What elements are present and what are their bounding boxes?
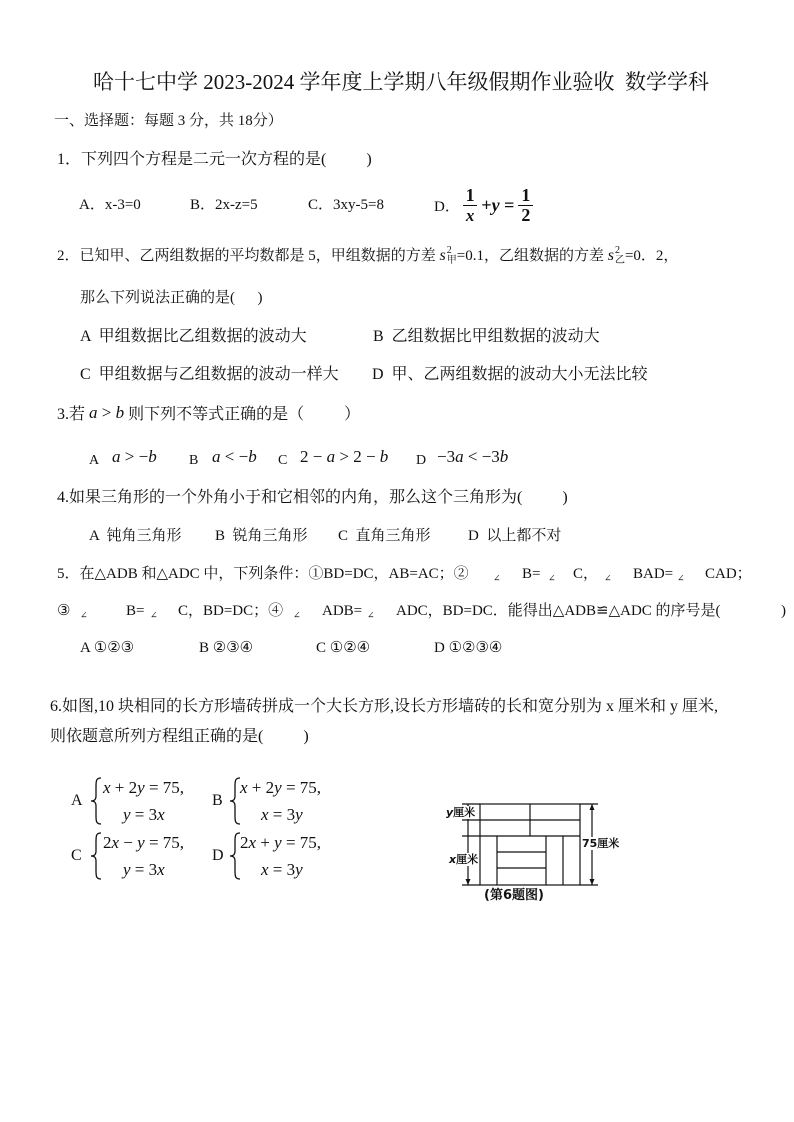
question-1-stem: 1．下列四个方程是二元一次方程的是( ) <box>57 151 372 168</box>
stem-text: 3.若 <box>57 406 90 423</box>
superscript: 2 <box>614 245 620 256</box>
equation-middle: +y = <box>481 194 515 215</box>
angle-symbol: ∠ <box>293 610 301 620</box>
angle-symbol: ∠ <box>150 610 158 620</box>
question-5-stem-line-1: 5．在△ADB 和△ADC 中，下列条件：①BD=DC，AB=AC；② <box>57 566 469 582</box>
question-3-option-c-expr: 2 − a > 2 − b <box>300 447 389 466</box>
question-6-stem-line-2: 则依题意所列方程组正确的是( ) <box>50 728 309 745</box>
question-3-option-d-label: D <box>416 453 427 468</box>
question-1-option-b: B．2x-z=5 <box>190 197 258 213</box>
question-5-stem-line-2: ③ <box>57 603 71 619</box>
system-d-label: D <box>212 847 224 864</box>
fraction-denominator: 2 <box>518 205 533 225</box>
stem-fragment: BAD= <box>633 566 674 582</box>
figure-height-label: 75厘米 <box>582 837 620 850</box>
figure-caption: (第6题图) <box>484 888 544 903</box>
system-b-equation-1: x + 2y = 75, <box>240 778 322 797</box>
system-c-equation-1: 2x − y = 75, <box>103 833 185 852</box>
system-b-equation-2: x = 3y <box>261 805 303 824</box>
question-4-option-b: B 锐角三角形 <box>215 528 308 544</box>
fraction-denominator: x <box>463 205 478 225</box>
stem-text: =0．2， <box>624 248 679 264</box>
system-c-label: C <box>71 847 82 864</box>
question-5-option-a: A ①②③ <box>80 640 135 656</box>
stem-text: 则下列不等式正确的是（ ） <box>124 406 361 423</box>
variance-scripts <box>615 246 625 266</box>
question-2-stem-line-1 <box>57 246 678 266</box>
question-6-stem-line-1: 6.如图,10 块相同的长方形墙砖拼成一个大长方形,设长方形墙砖的长和宽分别为 x 厘米和 y 厘米, <box>50 698 719 715</box>
question-4-option-c: C 直角三角形 <box>338 528 431 544</box>
fraction-numerator: 1 <box>465 184 475 205</box>
variance-symbol-jia <box>440 246 457 266</box>
question-2-option-a: A 甲组数据比乙组数据的波动大 <box>80 328 307 345</box>
angle-symbol: ∠ <box>677 573 685 583</box>
system-d-equation-1: 2x + y = 75, <box>240 833 322 852</box>
stem-fragment: C，BD=DC；④ <box>178 603 284 619</box>
question-2-option-c: C 甲组数据与乙组数据的波动一样大 <box>80 366 339 383</box>
question-3-option-a-label: A <box>89 453 100 468</box>
stem-fragment: B= <box>522 566 541 582</box>
stem-fragment: ADB= <box>322 603 363 619</box>
question-5-option-b: B ②③④ <box>199 640 254 656</box>
variance-letter: s <box>439 247 446 264</box>
question-5-option-c: C ①②④ <box>316 640 371 656</box>
section-heading: 一、选择题：每题 3 分，共 18分） <box>54 113 283 129</box>
question-4-stem: 4.如果三角形的一个外角小于和它相邻的内角，那么这个三角形为( ) <box>57 489 568 506</box>
angle-symbol: ∠ <box>493 573 501 583</box>
stem-fragment: B= <box>126 603 145 619</box>
subscript: 乙 <box>614 255 625 266</box>
arrow-down-icon <box>466 879 471 885</box>
angle-symbol: ∠ <box>548 573 556 583</box>
question-2-stem-line-2: 那么下列说法正确的是( ) <box>80 290 263 306</box>
stem-fragment: CAD； <box>705 566 752 582</box>
question-1-option-d <box>434 183 533 227</box>
subscript: 甲 <box>446 255 457 266</box>
question-2-option-b: B 乙组数据比甲组数据的波动大 <box>373 328 600 345</box>
system-d-equation-2: x = 3y <box>261 860 303 879</box>
system-a-equation-1: x + 2y = 75, <box>103 778 185 797</box>
fraction-one-over-x <box>463 186 478 225</box>
arrow-down-icon <box>590 879 595 885</box>
question-3-option-b-expr: a < −b <box>212 447 257 466</box>
figure-x-label: x厘米 <box>449 853 479 866</box>
question-3-option-a-expr: a > −b <box>112 447 157 466</box>
angle-symbol: ∠ <box>604 573 612 583</box>
superscript: 2 <box>446 245 452 256</box>
question-4-option-a: A 钝角三角形 <box>89 528 182 544</box>
stem-text: =0.1，乙组数据的方差 <box>456 248 608 264</box>
variance-scripts <box>447 246 457 266</box>
system-a-label: A <box>71 792 83 809</box>
question-1-option-a: A．x-3=0 <box>79 197 141 213</box>
question-4-option-d: D 以上都不对 <box>468 528 562 544</box>
angle-symbol: ∠ <box>80 610 88 620</box>
stem-fragment: ADC，BD=DC．能得出△ADB≌△ADC 的序号是( <box>396 603 721 619</box>
question-1-option-c: C．3xy-5=8 <box>308 197 384 213</box>
left-brace <box>90 832 102 880</box>
fraction-numerator: 1 <box>521 184 531 205</box>
arrow-up-icon <box>590 804 595 810</box>
system-a-equation-2: y = 3x <box>123 805 165 824</box>
system-b-label: B <box>212 792 223 809</box>
angle-symbol: ∠ <box>367 610 375 620</box>
option-d-label: D． <box>434 198 460 215</box>
variance-letter: s <box>607 247 614 264</box>
stem-fragment: C， <box>573 566 599 582</box>
question-5-option-d: D ①②③④ <box>434 640 503 656</box>
condition-expression: a > b <box>89 403 125 422</box>
question-3-option-d-expr: −3a < −3b <box>437 447 509 466</box>
question-2-option-d: D 甲、乙两组数据的波动大小无法比较 <box>372 366 648 383</box>
figure-y-label: y厘米 <box>446 806 476 819</box>
system-c-equation-2: y = 3x <box>123 860 165 879</box>
answer-paren-close: ) <box>781 603 786 619</box>
stem-text: 2．已知甲、乙两组数据的平均数都是 5，甲组数据的方差 <box>57 248 440 264</box>
question-3-stem <box>57 405 360 425</box>
variance-symbol-yi <box>608 246 625 266</box>
question-3-option-b-label: B <box>189 453 199 468</box>
left-brace <box>90 777 102 825</box>
question-3-option-c-label: C <box>278 453 288 468</box>
fraction-one-over-two <box>518 186 533 225</box>
page-title: 哈十七中学 2023-2024 学年度上学期八年级假期作业验收 数学学科 <box>93 70 709 94</box>
